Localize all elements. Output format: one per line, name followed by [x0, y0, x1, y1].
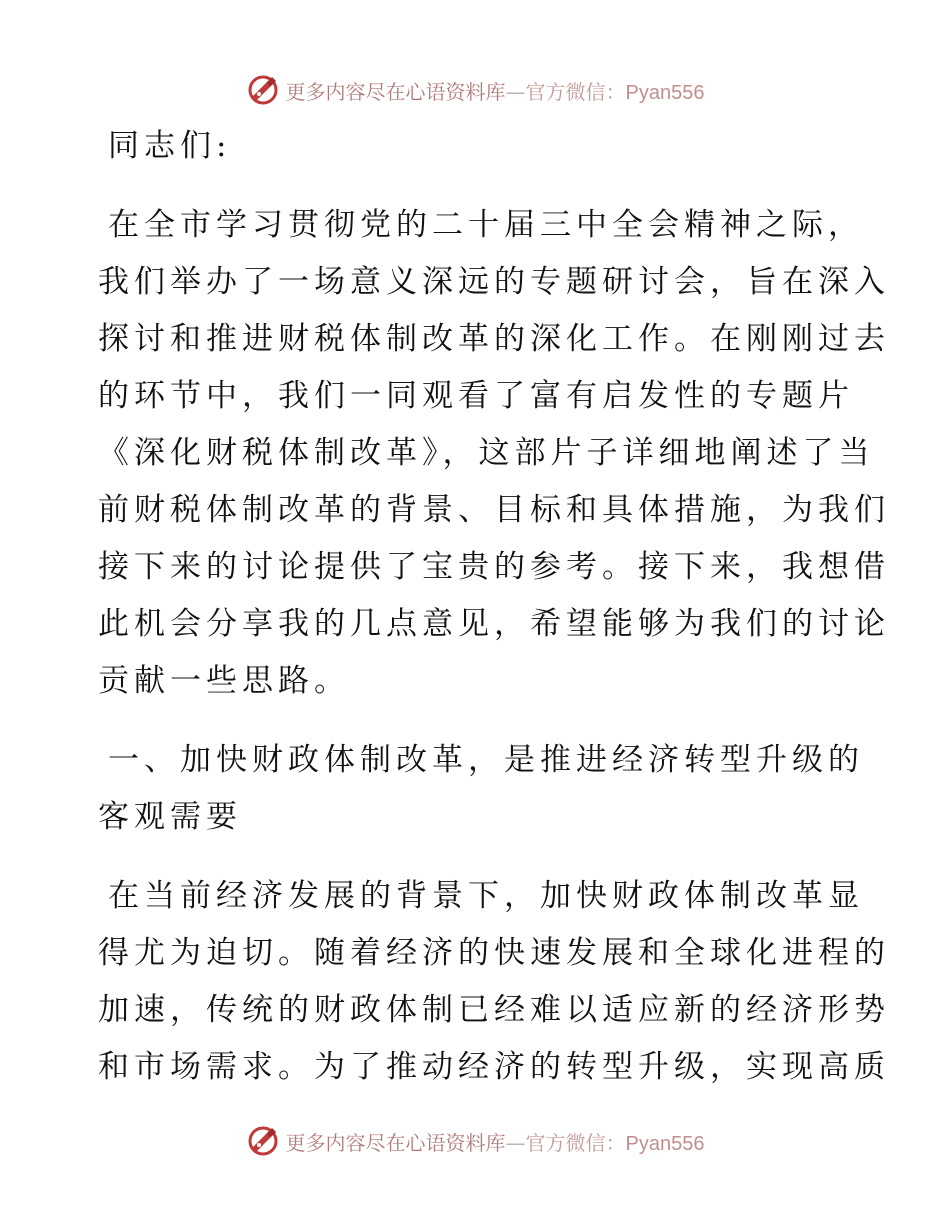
paragraph-line: 的环节中，我们一同观看了富有启发性的专题片 [98, 378, 854, 414]
heading-line: 一、加快财政体制改革，是推进经济转型升级的 [108, 742, 864, 778]
paragraph-line: 探讨和推进财税体制改革的深化工作。在刚刚过去 [98, 321, 890, 357]
watermark-dash: — [505, 79, 526, 104]
watermark-text: 更多内容尽在心语资料库 [285, 1130, 506, 1155]
paragraph-line: 贡献一些思路。 [98, 663, 350, 699]
watermark-wechat-id: Pyan556 [625, 1132, 705, 1155]
paragraph-2 [98, 868, 890, 1096]
paragraph-line: 得尤为迫切。随着经济的快速发展和全球化进程的 [98, 935, 890, 971]
watermark-dash: — [505, 1130, 526, 1155]
document-body [98, 118, 890, 1096]
paragraph-line: 在当前经济发展的背景下，加快财政体制改革显 [108, 878, 864, 914]
paragraph-line: 前财税体制改革的背景、目标和具体措施，为我们 [98, 492, 890, 528]
watermark-footer [0, 1121, 950, 1161]
salutation-text: 同志们: [108, 128, 232, 164]
watermark-text: 更多内容尽在心语资料库 [285, 79, 506, 104]
heading-line: 客观需要 [98, 799, 242, 835]
paragraph-line: 我们举办了一场意义深远的专题研讨会，旨在深入 [98, 264, 890, 300]
watermark-official-label: 官方微信： [525, 79, 626, 104]
watermark-logo-icon [246, 73, 280, 107]
paragraph-line: 在全市学习贯彻党的二十届三中全会精神之际， [108, 207, 864, 243]
paragraph-line: 《深化财税体制改革》，这部片子详细地阐述了当 [98, 435, 875, 471]
watermark-header [0, 70, 950, 110]
section-heading-1 [98, 732, 864, 846]
watermark-official-label: 官方微信： [525, 1130, 626, 1155]
watermark-logo-icon [246, 1124, 280, 1158]
paragraph-line: 接下来的讨论提供了宝贵的参考。接下来，我想借 [98, 549, 890, 585]
paragraph-1 [98, 197, 890, 710]
watermark-wechat-id: Pyan556 [625, 81, 705, 104]
paragraph-line: 此机会分享我的几点意见，希望能够为我们的讨论 [98, 606, 890, 642]
paragraph-line: 和市场需求。为了推动经济的转型升级，实现高质 [98, 1049, 890, 1085]
salutation [98, 118, 858, 175]
paragraph-line: 加速，传统的财政体制已经难以适应新的经济形势 [98, 992, 890, 1028]
